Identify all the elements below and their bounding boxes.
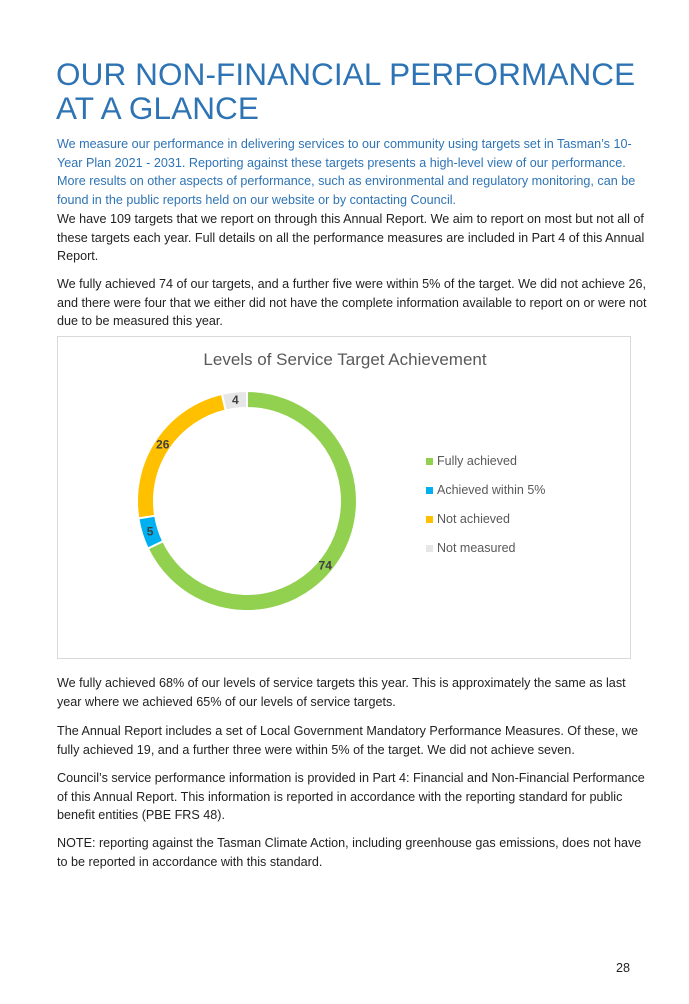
paragraph-note: NOTE: reporting against the Tasman Climate Action, including greenhouse gas emissions, does not have to be reported in accordance with this standard. [57, 836, 642, 869]
slice-value-label: 26 [156, 437, 170, 452]
slice-value-label: 5 [146, 524, 154, 539]
page-number: 28 [616, 961, 631, 975]
paragraph-service-percentage: We fully achieved 68% of our levels of service targets this year. This is approximately the same as last year where we achieved 65% of our levels of service targets. [57, 676, 626, 709]
legend-label: Not achieved [437, 512, 510, 526]
title-line-2: AT A GLANCE [56, 90, 260, 126]
legend-swatch [426, 458, 433, 465]
legend-label: Fully achieved [437, 454, 517, 468]
title-line-1: OUR NON-FINANCIAL PERFORMANCE [56, 56, 636, 92]
paragraph-mandatory-measures: The Annual Report includes a set of Local Government Mandatory Performance Measures. Of these, we fully achieved 19, and a further three were within 5% of the target. We did not achieve seven. [57, 724, 639, 757]
donut-chart [58, 337, 632, 660]
legend-swatch [426, 545, 433, 552]
chart-container [57, 336, 631, 659]
donut-slice-not-achieved [137, 394, 226, 518]
slice-value-label: 74 [318, 558, 332, 573]
paragraph-reporting-standard: Council’s service performance information is provided in Part 4: Financial and Non-Financial Performance of this Annual Report. This information is reported in accordance with the reporting standard for public benefit entities (PBE FRS 48). [57, 771, 645, 822]
legend-label: Achieved within 5% [437, 483, 546, 497]
legend-label: Not measured [437, 541, 516, 555]
intro-paragraph: We measure our performance in delivering services to our community using targets set in Tasman’s 10-Year Plan 2021 - 2031. Reporting against these targets presents a high-level view of our performance. More results on other aspects of performance, such as environmental and regulatory monitoring, can be found in the public reports held on our website or by contacting Council. [57, 137, 636, 207]
legend-swatch [426, 516, 433, 523]
legend-swatch [426, 487, 433, 494]
paragraph-targets-count: We have 109 targets that we report on through this Annual Report. We aim to report on most but not all of these targets each year. Full details on all the performance measures are included in Part 4 of this Annual Report. [57, 212, 645, 263]
chart-title: Levels of Service Target Achievement [203, 350, 487, 369]
slice-value-label: 4 [231, 393, 239, 408]
page-title [56, 57, 656, 125]
paragraph-targets-achieved: We fully achieved 74 of our targets, and a further five were within 5% of the target. We did not achieve 26, and there were four that we either did not have the complete information available to report on or were not due to be measured this year. [57, 277, 647, 328]
